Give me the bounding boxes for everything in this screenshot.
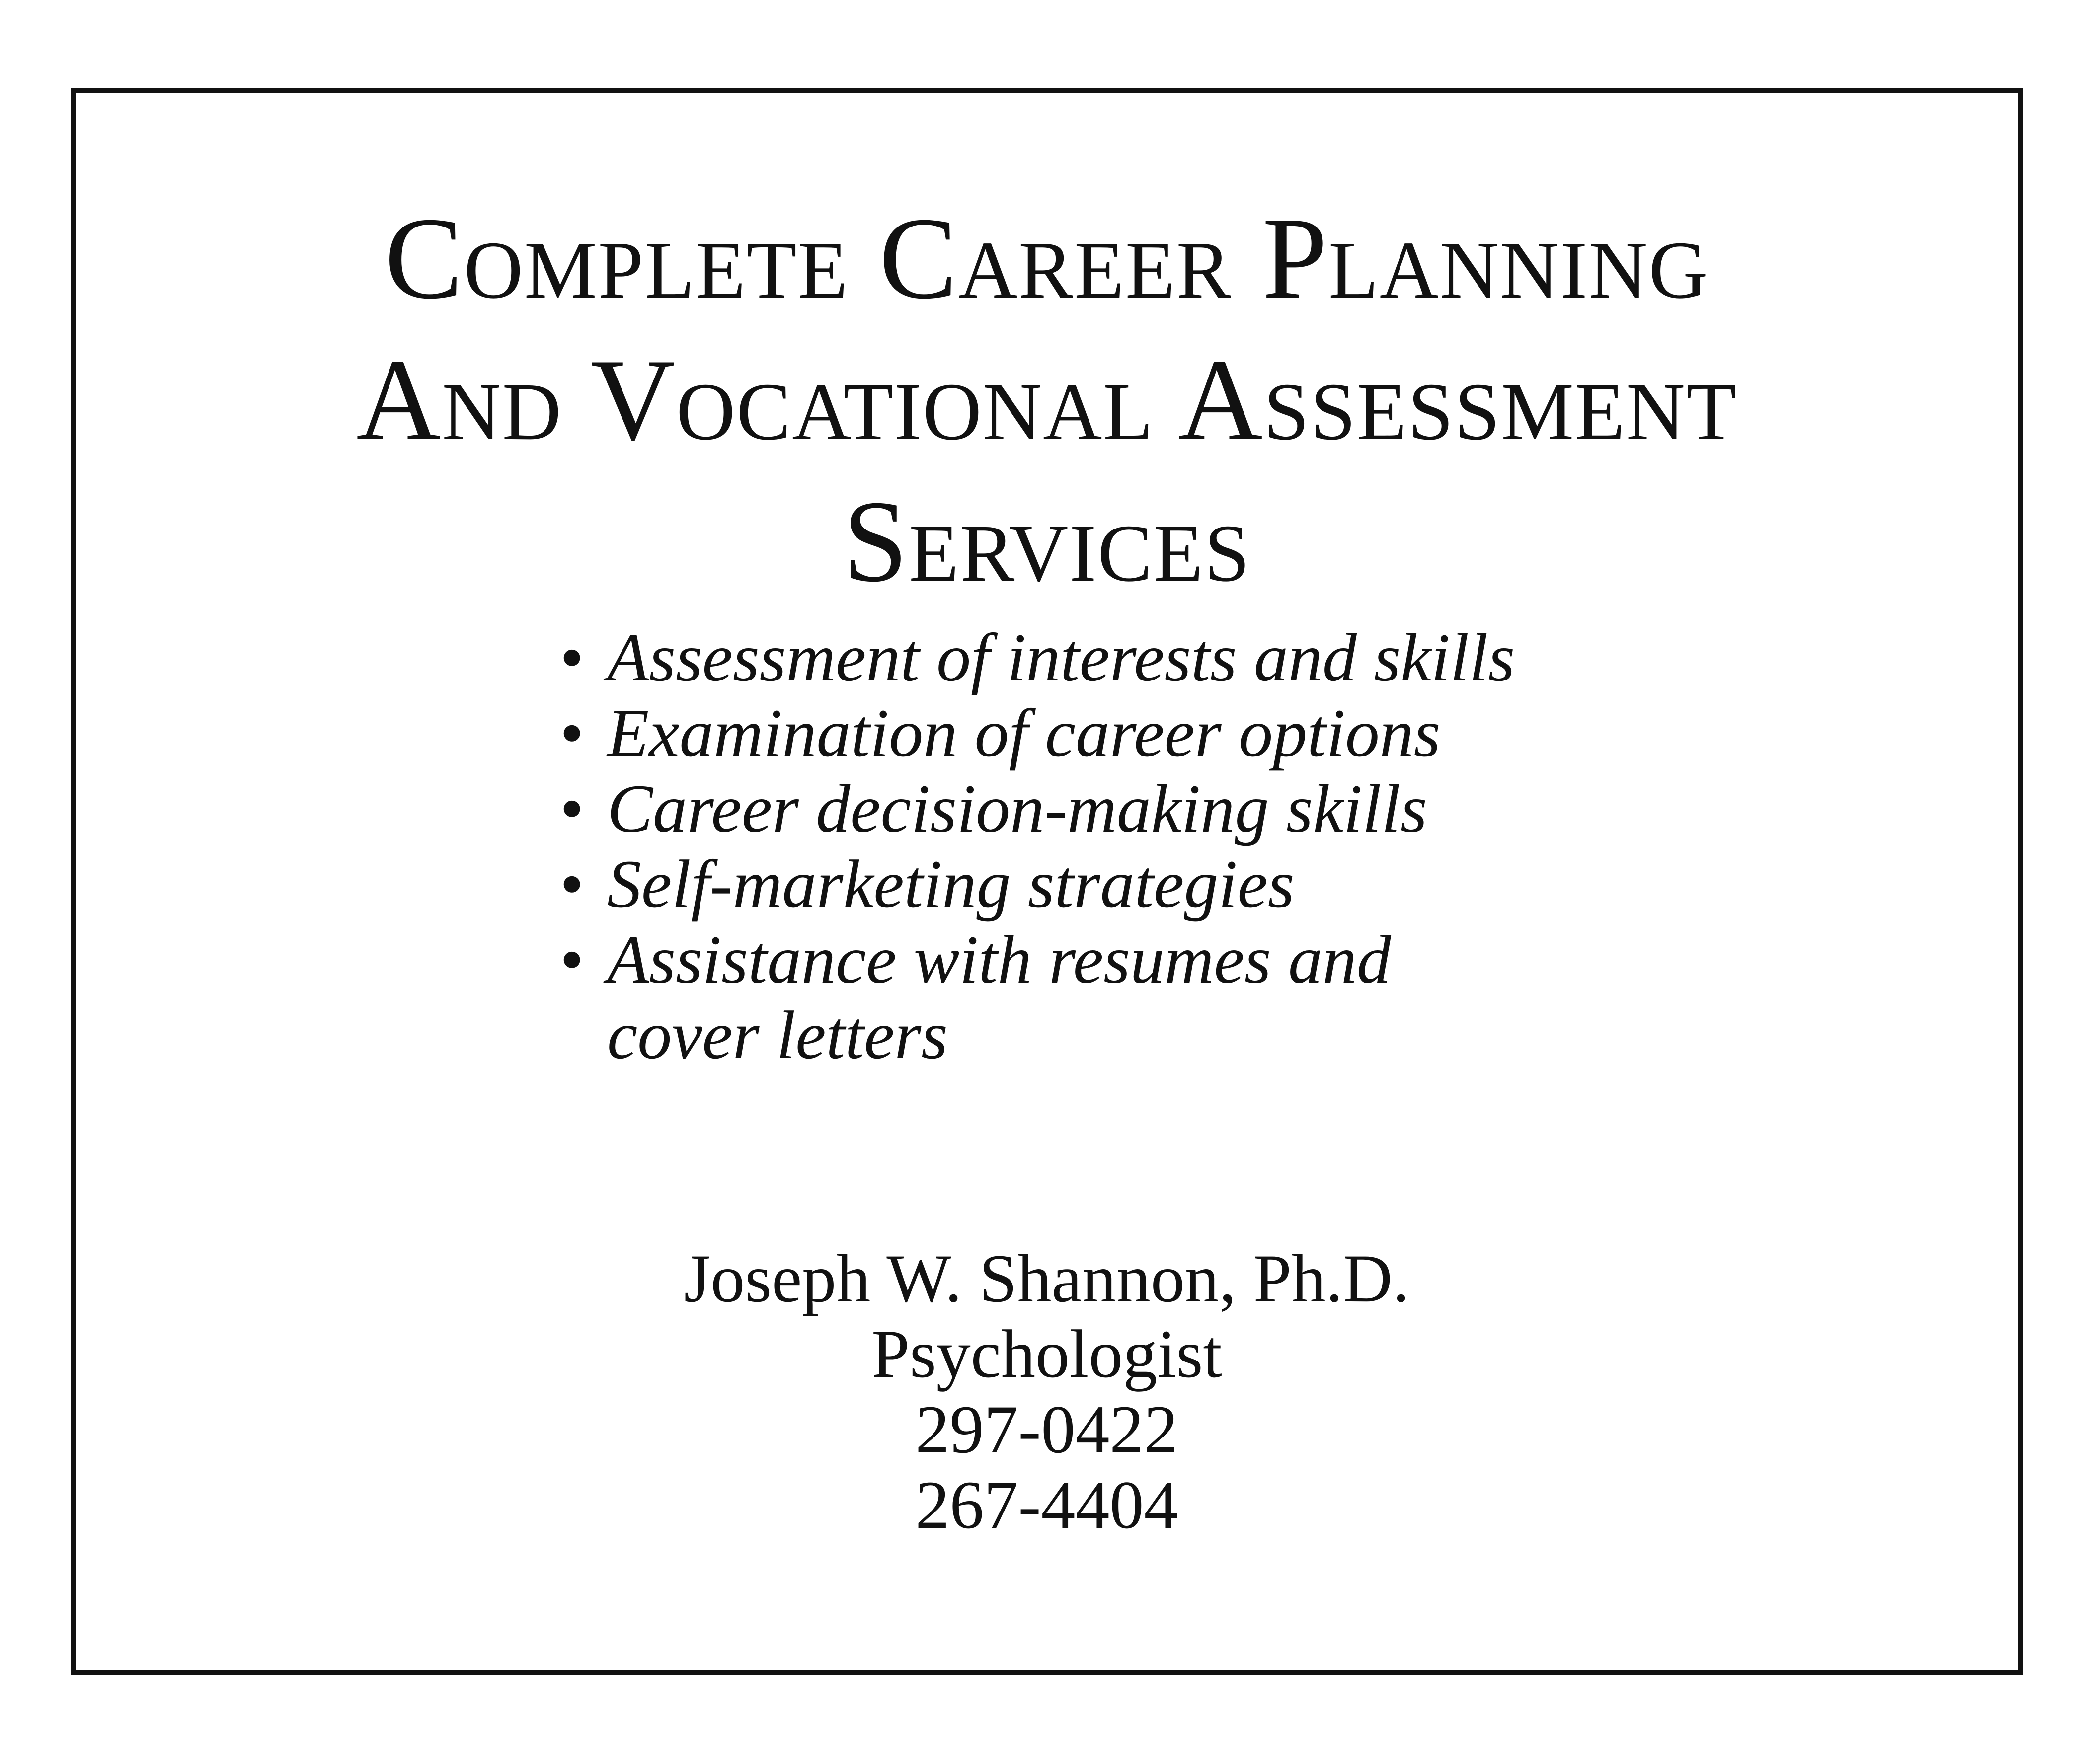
phone-number-1: 297-0422 — [915, 1391, 1178, 1467]
service-text: Assessment of interests and skills — [607, 619, 1515, 695]
service-text: Assistance with resumes and — [607, 921, 1391, 997]
list-item — [560, 620, 1515, 695]
list-item — [560, 695, 1515, 771]
bullet-icon: • — [560, 619, 584, 695]
service-text: Self-marketing strategies — [607, 846, 1295, 922]
bullet-icon: • — [560, 770, 584, 846]
phone-number-2: 267-4404 — [915, 1467, 1178, 1543]
service-text-continued: cover letters — [607, 997, 948, 1073]
service-text: Examination of career options — [607, 695, 1441, 771]
bullet-icon: • — [560, 695, 584, 771]
headline-line-1: Complete Career Planning — [385, 194, 1709, 323]
headline-line-3: Services — [843, 477, 1251, 606]
list-item — [560, 771, 1515, 846]
headline-line-2: And Vocational Assessment — [356, 335, 1737, 465]
contact-block — [76, 1241, 2018, 1543]
headline — [76, 188, 2018, 612]
services-list — [560, 620, 1515, 1073]
list-item — [560, 846, 1515, 922]
bullet-icon: • — [560, 846, 584, 922]
bullet-icon: • — [560, 921, 584, 997]
advertisement-frame — [71, 88, 2023, 1675]
service-text: Career decision-making skills — [607, 770, 1427, 846]
list-item — [560, 922, 1515, 1073]
contact-title: Psychologist — [871, 1316, 1222, 1392]
contact-name: Joseph W. Shannon, Ph.D. — [684, 1240, 1410, 1316]
